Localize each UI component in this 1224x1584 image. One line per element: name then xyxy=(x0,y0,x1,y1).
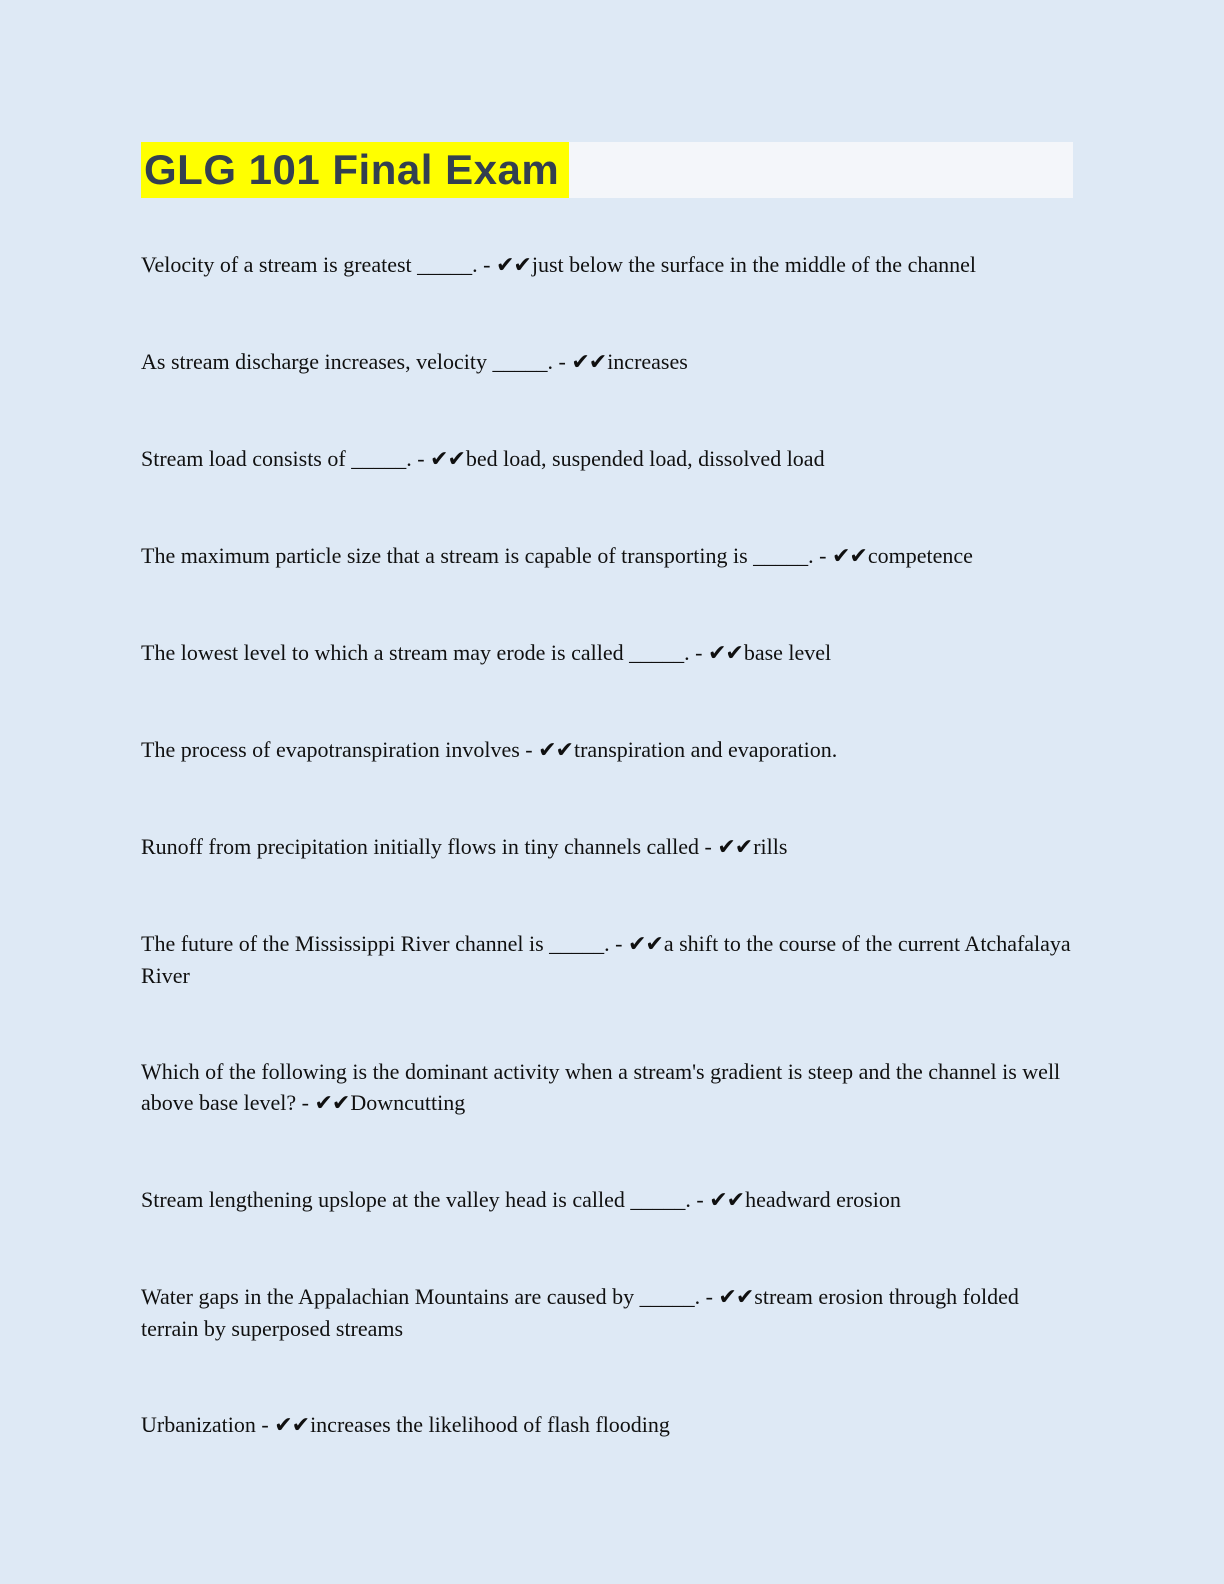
qa-list xyxy=(141,249,1073,1441)
question-text: The process of evapotranspiration involves xyxy=(141,737,520,762)
double-checkmark-icon: ✔✔ xyxy=(495,253,531,278)
answer-text: rills xyxy=(753,834,788,859)
answer-separator: - xyxy=(609,931,628,956)
answer-text: transpiration and evaporation. xyxy=(573,737,838,762)
answer-text: competence xyxy=(867,543,973,568)
question-text: Runoff from precipitation initially flows in tiny channels called xyxy=(141,834,700,859)
double-checkmark-icon: ✔✔ xyxy=(274,1413,310,1438)
answer-separator: - xyxy=(689,640,708,665)
answer-text: just below the surface in the middle of the channel xyxy=(531,252,976,277)
qa-item xyxy=(141,346,1073,378)
answer-separator: - xyxy=(411,446,431,471)
qa-item xyxy=(141,831,1073,863)
answer-text: increases xyxy=(607,349,688,374)
double-checkmark-icon: ✔✔ xyxy=(571,350,607,375)
page-title: GLG 101 Final Exam xyxy=(144,146,560,193)
question-text: The lowest level to which a stream may erode is called _____. xyxy=(141,640,690,665)
answer-text: headward erosion xyxy=(745,1187,901,1212)
qa-item xyxy=(141,1184,1073,1216)
answer-separator: - xyxy=(690,1187,710,1212)
answer-text: stream erosion through folded terrain by superposed streams xyxy=(141,1284,1019,1341)
answer-text: a shift to the course of the current Atchafalaya River xyxy=(141,931,1071,988)
question-text: Stream lengthening upslope at the valley head is called _____. xyxy=(141,1187,691,1212)
question-text: Water gaps in the Appalachian Mountains are caused by _____. xyxy=(141,1284,701,1309)
question-text: Urbanization xyxy=(141,1412,256,1437)
answer-separator: - xyxy=(519,737,539,762)
qa-item xyxy=(141,1409,1073,1441)
answer-separator: - xyxy=(700,1284,719,1309)
answer-text: increases the likelihood of flash flooding xyxy=(310,1412,670,1437)
double-checkmark-icon: ✔✔ xyxy=(707,641,743,666)
qa-item xyxy=(141,443,1073,475)
double-checkmark-icon: ✔✔ xyxy=(709,1188,745,1213)
qa-item xyxy=(141,637,1073,669)
double-checkmark-icon: ✔✔ xyxy=(831,544,867,569)
qa-item xyxy=(141,734,1073,766)
question-text: The future of the Mississippi River channel is _____. xyxy=(141,931,610,956)
double-checkmark-icon: ✔✔ xyxy=(430,447,465,472)
answer-separator: - xyxy=(552,349,572,374)
double-checkmark-icon: ✔✔ xyxy=(627,932,663,957)
qa-item xyxy=(141,928,1073,991)
qa-item xyxy=(141,1056,1073,1119)
answer-text: bed load, suspended load, dissolved load xyxy=(465,446,825,471)
qa-item xyxy=(141,540,1073,572)
answer-text: base level xyxy=(743,640,832,665)
answer-separator: - xyxy=(477,252,496,277)
title-highlight xyxy=(141,142,569,198)
double-checkmark-icon: ✔✔ xyxy=(538,738,573,763)
double-checkmark-icon: ✔✔ xyxy=(717,835,753,860)
title-row xyxy=(141,142,1073,198)
answer-separator: - xyxy=(699,834,718,859)
document-content xyxy=(141,142,1073,1506)
question-text: Which of the following is the dominant activity when a stream's gradient is steep and the channel is well above base level? xyxy=(141,1059,1061,1115)
qa-item xyxy=(141,1281,1073,1344)
question-text: Stream load consists of _____. xyxy=(141,446,412,471)
answer-text: Downcutting xyxy=(350,1090,466,1115)
qa-item xyxy=(141,249,1073,281)
answer-separator: - xyxy=(296,1090,315,1115)
answer-separator: - xyxy=(255,1412,275,1437)
question-text: The maximum particle size that a stream is capable of transporting is _____. xyxy=(141,543,814,568)
double-checkmark-icon: ✔✔ xyxy=(718,1285,754,1310)
answer-separator: - xyxy=(813,543,832,568)
question-text: As stream discharge increases, velocity _____. xyxy=(141,349,553,374)
double-checkmark-icon: ✔✔ xyxy=(314,1091,350,1116)
question-text: Velocity of a stream is greatest _____. xyxy=(141,252,478,277)
